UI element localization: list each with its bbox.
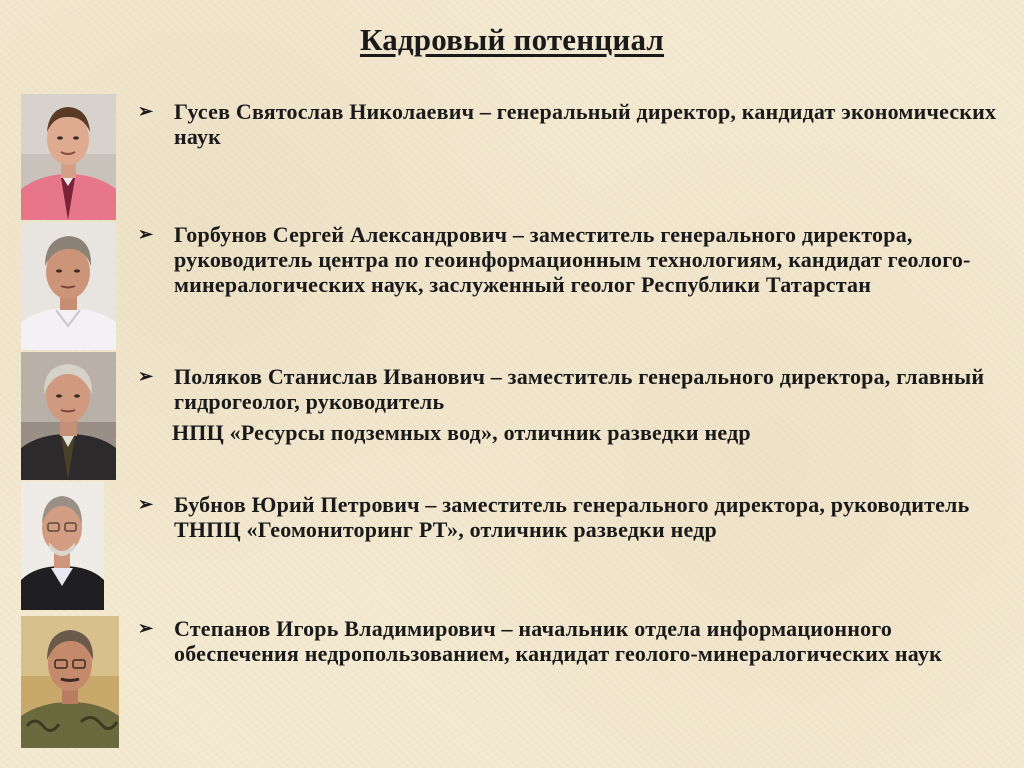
person-entry-polyakov: [138, 364, 998, 414]
bullet-arrow-icon: ➢: [138, 224, 154, 244]
person-entry-gusev: [138, 99, 998, 149]
person-entry-bubnov: [138, 492, 998, 542]
person-description: Поляков Станислав Иванович – заместитель генерального директора, главный гидрогеолог, руководитель: [174, 364, 985, 414]
portrait-photo-bubnov: [21, 482, 104, 610]
person-description: Гусев Святослав Николаевич – генеральный директор, кандидат экономических наук: [174, 99, 997, 149]
person-description: Бубнов Юрий Петрович – заместитель генерального директора, руководитель ТНПЦ «Геомониторинг РТ», отличник разведки недр: [174, 492, 970, 542]
person-extra-line: НПЦ «Ресурсы подземных вод», отличник разведки недр: [172, 420, 751, 445]
bullet-arrow-icon: ➢: [138, 101, 154, 121]
person-entry-stepanov: [138, 616, 998, 666]
portrait-photo-polyakov: [21, 352, 116, 480]
person-description: Степанов Игорь Владимирович – начальник отдела информационного обеспечения недропользованием, кандидат геолого-минералогических наук: [174, 616, 942, 666]
slide-title: Кадровый потенциал: [359, 22, 665, 57]
portrait-photo-stepanov: [21, 616, 119, 748]
person-entry-gorbunov: [138, 222, 998, 297]
bullet-arrow-icon: ➢: [138, 366, 154, 386]
bullet-arrow-icon: ➢: [138, 618, 154, 638]
person-description: Горбунов Сергей Александрович – заместитель генерального директора, руководитель центра по геоинформационным технологиям, кандидат геолого-минералогических наук, заслуженный геолог Республики Татарстан: [174, 222, 971, 297]
portrait-photo-gorbunov: [21, 222, 116, 350]
portrait-photo-gusev: [21, 94, 116, 220]
bullet-arrow-icon: ➢: [138, 494, 154, 514]
